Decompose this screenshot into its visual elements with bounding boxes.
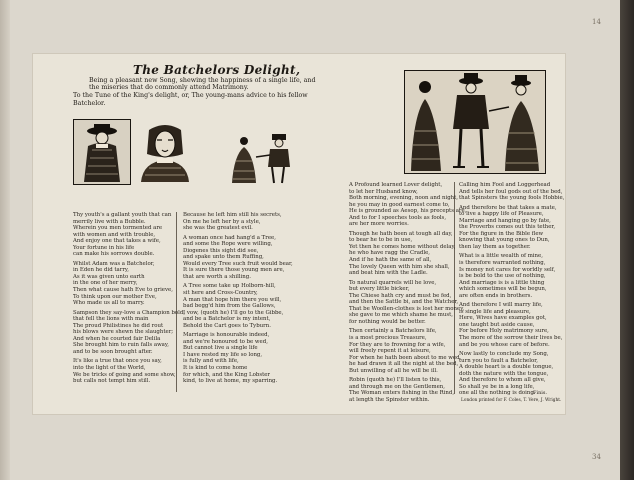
verse-line: the Proverbs comes out this tether, [459, 224, 556, 231]
album-gutter [0, 0, 10, 480]
verse-line: one taught but aside cause, [459, 321, 535, 328]
verse-line: sit here and Cross-Country, [183, 290, 258, 297]
verse-line: he who have ragg the Cradle, [349, 250, 430, 257]
verse-line: And enjoy one that takes a wife, [73, 238, 161, 245]
verse-line: is be bold to the use of nothing, [459, 273, 546, 280]
verse-line: and through me on the Gentlemen, [349, 383, 445, 390]
verse-line: Marriage is honourable indeed, [183, 332, 270, 339]
verse-line: Because he left him still his secrets, [183, 212, 282, 218]
verse-line: And when he courted fair Delila [73, 335, 161, 342]
verse-line: and then the Sattle bi, and the Watcher, [349, 299, 459, 306]
verse-line: To think upon our mother Eve, [73, 293, 157, 300]
woodcut-portrait [134, 119, 196, 185]
verse-line: I have rested my life so long, [183, 351, 263, 358]
verse-line: Diogenes this sight did see, [183, 247, 259, 254]
verse-line: for which, and the King Lobster [183, 371, 271, 378]
verse-line: The lovely Queen with him she shall, [349, 263, 450, 270]
album-binding-edge [620, 0, 634, 480]
woodcut-gentleman [73, 119, 131, 185]
verse-line: Is money not cares for worldly self, [459, 266, 556, 273]
verse-line: kind, to live at home, my sparring. [183, 378, 278, 385]
verse-line: For when he hath been about to me wed, [349, 354, 462, 361]
subtitle-line: Batchelor. [73, 100, 106, 107]
verse-line: for nothing would be better. [349, 318, 426, 325]
verse-line: merrily live with a Bubble. [73, 218, 146, 225]
verse-line: she gave to me which shame he must, [349, 312, 453, 319]
verse-column-3 [349, 182, 466, 404]
verse-line: As it was given unto earth [73, 273, 145, 280]
verse-line: is therefore warranted nothing, [459, 260, 546, 267]
verse-line: And tells her foul gods out of the bed, [459, 188, 563, 195]
verse-line: To natural quarrels will he love, [349, 279, 437, 286]
verse-line: That be Woollen-clothes is lost her money, [349, 305, 465, 312]
verse-line: On me he left her by a style, [183, 218, 261, 225]
verse-line: are her more worries. [349, 221, 409, 228]
verse-line: bad begg'd him from the Gallows, [183, 303, 276, 310]
verse-line: and some the Rope were willing, [183, 241, 273, 248]
verse-line: are often ends in brothers. [459, 292, 533, 299]
verse-line: A Profound learned Lover delight, [349, 182, 443, 188]
broadside-sheet [33, 54, 565, 414]
verse-line: Would every Tree such fruit would bear, [183, 260, 293, 267]
verse-line: She brought him to ruin falls away, [73, 342, 169, 349]
folio-top: 14 [592, 18, 601, 26]
verse-line: will freely repent it at leisure, [349, 348, 431, 355]
verse-line: in the one of her merry, [73, 280, 138, 287]
verse-line: Who made us all to marry. [73, 300, 145, 307]
verse-line: and to be soon brought after. [73, 348, 153, 355]
verse-line: Then certainly a Batchelors life, [349, 328, 437, 335]
subtitle-line: the miseries that do commonly attend Matrimony. [89, 84, 249, 91]
verse-column-1 [73, 212, 185, 385]
verse-line: What is a little wealth of mine, [459, 253, 543, 260]
verse-line: For they are to frowning for a wife, [349, 341, 446, 348]
verse-line: The proud Philistines he did rout [73, 322, 164, 329]
verse-line: she was the greatest evil. [183, 225, 253, 232]
verse-line: Behold the Cart goes to Tyburn. [183, 322, 271, 329]
verse-line: I vow, (quoth he) I'll go to the Gibbe, [183, 309, 284, 316]
verse-line: For the figure in the Bible flew [459, 230, 544, 237]
verse-line: For before Holy matrimony sure, [459, 328, 549, 335]
verse-line: A Tree some take up Holborn-hill, [183, 283, 276, 290]
verse-line: into the light of the World, [73, 365, 146, 372]
verse-line: And to for I speeches tools as fools, [349, 214, 447, 221]
verse-line: with women and with trouble, [73, 231, 156, 238]
woodcut-couple [221, 130, 301, 186]
verse-line: and be you whose care of before. [459, 341, 550, 348]
verse-line: Yet then he comes home without delay, [349, 243, 456, 250]
verse-line: is fully and with life, [183, 358, 239, 365]
verse-line: And if he hath the same of all, [349, 257, 432, 264]
verse-line: Wherein you men tormented are [73, 225, 163, 232]
verse-line: and beat him with the Ladle. [349, 270, 428, 277]
verse-line: But cannot live a single life [183, 345, 258, 352]
verse-line: which sometimes will be begun, [459, 286, 547, 293]
verse-line: It is sure there those young men are, [183, 267, 285, 274]
verse-line: that are worth a shilling. [183, 273, 251, 280]
verse-line: Now lastly to conclude my Song, [459, 351, 549, 358]
verse-line: one all the nothing is doing. [459, 390, 536, 397]
verse-line: Though he hath been at tough all day, [349, 230, 453, 237]
verse-line: It's like a true that once you say, [73, 358, 162, 365]
verse-line: And therefore to whom all give, [459, 377, 546, 384]
verse-line: but every little bicker, [349, 286, 410, 293]
verse-line: in Eden he did tarry, [73, 267, 129, 274]
verse-line: and spake unto them Ruffing, [183, 254, 264, 261]
verse-line: is a most precious Treasure, [349, 335, 427, 342]
verse-line: Calling him Fool and Loggerhead [459, 182, 551, 188]
verse-line: He is grounded as Aesop, his precepts are, [349, 208, 467, 215]
verse-line: that fell the lions with main [73, 316, 149, 323]
verse-line: is single life and pleasure, [459, 308, 531, 315]
verse-line: Then what cause hath Eve to grieve, [73, 287, 173, 294]
verse-line: his blows were shewn the slaughter; [73, 329, 174, 336]
verse-line: to live a happy life of Pleasure, [459, 211, 544, 218]
verse-line: and be a Batchelor is my intent, [183, 316, 271, 323]
verse-line: A man that hope him there you will, [183, 296, 282, 303]
verse-line: turn you to fault a Batchelor, [459, 357, 538, 364]
verse-column-2 [183, 212, 293, 385]
verse-line: Thy youth's a gallant youth that can [73, 212, 172, 218]
verse-line: A double heart is a double tongue, [459, 364, 554, 371]
verse-line: at length the Spinster within. [349, 396, 430, 403]
verse-line: Sampson they say-love a Champion bold, [73, 309, 186, 316]
verse-line: Whilst Adam was a Batchelor, [73, 260, 155, 267]
verse-line: The more of the sorrow their lives be, [459, 335, 563, 342]
verse-line: and we're honoured to be wed, [183, 338, 268, 345]
verse-line: Here, Wives have examples got, [459, 315, 547, 322]
verse-line: Marriage and hanging go by fate, [459, 217, 551, 224]
folio-bottom: 34 [592, 453, 601, 461]
broadside-title: The Batchelors Delight, [133, 63, 301, 77]
verse-line: he you may in good earnest come to, [349, 201, 450, 208]
verse-line: but calls not tempt him still. [73, 378, 151, 385]
verse-line: And therefore I will marry life, [459, 302, 543, 309]
printer-imprint: London printed for F. Coles, T. Vere, J. Wright. [461, 398, 562, 403]
finis: Finis. [533, 390, 548, 396]
verse-line: So shall ye be in a long life, [459, 383, 535, 390]
verse-line: But unwilling of all he will be ill. [349, 367, 438, 374]
verse-line: Both morning, evening, noon and night, [349, 195, 459, 202]
verse-line: The Woman enters fishing in the Rind, [349, 390, 455, 397]
verse-line: to let her Husband know, [349, 188, 418, 195]
verse-line: can make his sorrows double. [73, 251, 155, 258]
verse-line: And marriage is is a little thing [459, 279, 545, 286]
verse-line: that Spinsters the young fools Hobbie, [459, 195, 565, 202]
woodcut-three-figures [404, 70, 546, 174]
verse-line: he had drawn it all the night at the bed, [349, 361, 459, 368]
verse-line: The Chiese hath cry and must be fed, [349, 292, 452, 299]
verse-line: A woman once had hang'd a Tree, [183, 234, 276, 241]
verse-line: Robin (quoth he) I'll listen to this, [349, 377, 442, 384]
subtitle-line: To the Tune of the King's delight, or, The young-mans advice to his fellow [73, 92, 308, 99]
subtitle-line: Being a pleasant new Song, shewing the happiness of a single life, and [89, 77, 316, 84]
verse-line: to bear he to be in use, [349, 237, 413, 244]
verse-line: then lay them as together. [459, 243, 531, 250]
verse-line: It is kind to come home [183, 365, 248, 372]
verse-line: knowing that young ones to Dun, [459, 237, 550, 244]
verse-line: We be tricks of going and some show, [73, 371, 176, 378]
verse-line: doth the nature with the tongue, [459, 370, 549, 377]
verse-column-4 [459, 182, 564, 397]
verse-line: And therefore be that takes a mate, [459, 204, 557, 211]
verse-line: Your fortune in his life [73, 244, 135, 251]
